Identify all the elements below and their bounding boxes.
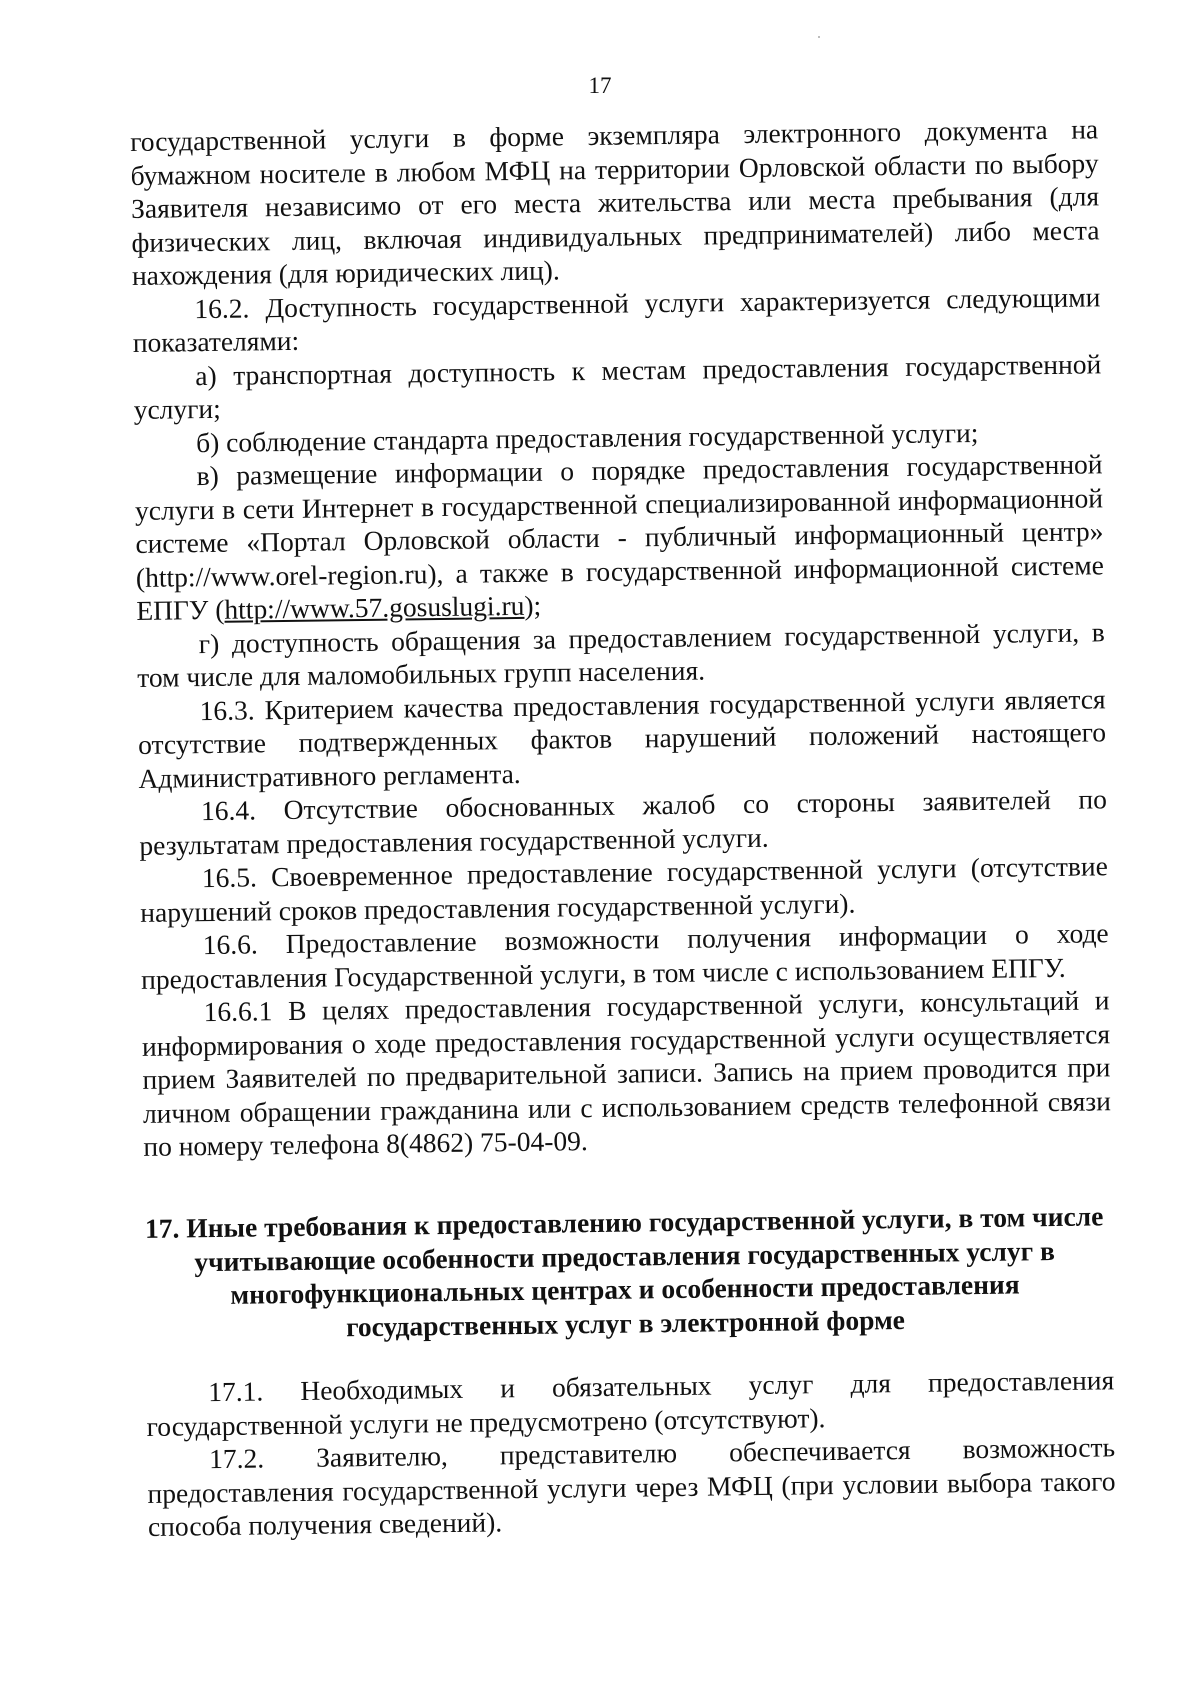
- list-item-g: г) доступность обращения за предоставлением государственной услуги, в том числе для маломобильных групп населения.: [137, 615, 1105, 693]
- paragraph-17-1: 17.1. Необходимых и обязательных услуг для предоставления государственной услуги не предусмотрено (отсутствуют).: [146, 1364, 1115, 1442]
- paragraph-16-5: 16.5. Своевременное предоставление государственной услуги (отсутствие нарушений сроков предоставления государственной услуги).: [140, 850, 1108, 928]
- paragraph-16-2: 16.2. Доступность государственной услуги характеризуется следующими показателями:: [132, 280, 1101, 358]
- section-17-heading: 17. Иные требования к предоставлению государственной услуги, в том числе учитывающие особенности предоставления государственных услуг в многофункциональных центрах и особенности предоставления государственных услуг в электронной форме: [144, 1200, 1104, 1342]
- paragraph-continuation: государственной услуги в форме экземпляра электронного документа на бумажном носителе в любом МФЦ на территории Орловской области по выбору Заявителя независимо от его места жительства или места пребывания (для физических лиц, включая индивидуальных предпринимателей) либо места нахождения (для юридических лиц).: [130, 113, 1100, 291]
- paragraph-17-2: 17.2. Заявителю, представителю обеспечивается возможность предоставления государственной услуги через МФЦ (при условии выбора такого способа получения сведений).: [147, 1431, 1116, 1542]
- page-number: 17: [588, 73, 612, 98]
- list-item-v-text: в) размещение информации о порядке предоставления государственной услуги в сети Интернет в государственной специализированной информационной системе «Портал Орловской области - публичный информационный центр» (http://www.orel-region.ru), а также в государственной информационной системе ЕПГУ (: [134, 448, 1105, 626]
- list-item-v-end: );: [524, 589, 542, 621]
- epgu-link[interactable]: http://www.57.gosuslugi.ru: [224, 589, 525, 625]
- section-17-text: [146, 1363, 1116, 1543]
- list-item-v: [134, 447, 1104, 627]
- list-item-a: а) транспортная доступность к местам предоставления государственной услуги;: [133, 347, 1102, 425]
- paragraph-16-6: 16.6. Предоставление возможности получения информации о ходе предоставления Государственной услуги, в том числе с использованием ЕПГУ.: [140, 917, 1109, 995]
- list-item-b: б) соблюдение стандарта предоставления государственной услуги;: [195, 416, 979, 458]
- paragraph-16-4: 16.4. Отсутствие обоснованных жалоб со стороны заявителей по результатам предоставления государственной услуги.: [139, 783, 1108, 861]
- paragraph-16-3: 16.3. Критерием качества предоставления государственной услуги является отсутствие подтвержденных фактов нарушений положений настоящего Административного регламента.: [137, 682, 1107, 794]
- paragraph-16-6-1: 16.6.1 В целях предоставления государственной услуги, консультаций и информирования о ходе предоставления государственной услуги осуществляется прием Заявителей по предварительной записи. Запись на прием проводится при личном обращении гражданина или с использованием средств телефонной связи по номеру телефона 8(4862) 75-04-09.: [141, 984, 1112, 1162]
- scan-dot: [818, 36, 820, 38]
- body-text: [130, 112, 1112, 1163]
